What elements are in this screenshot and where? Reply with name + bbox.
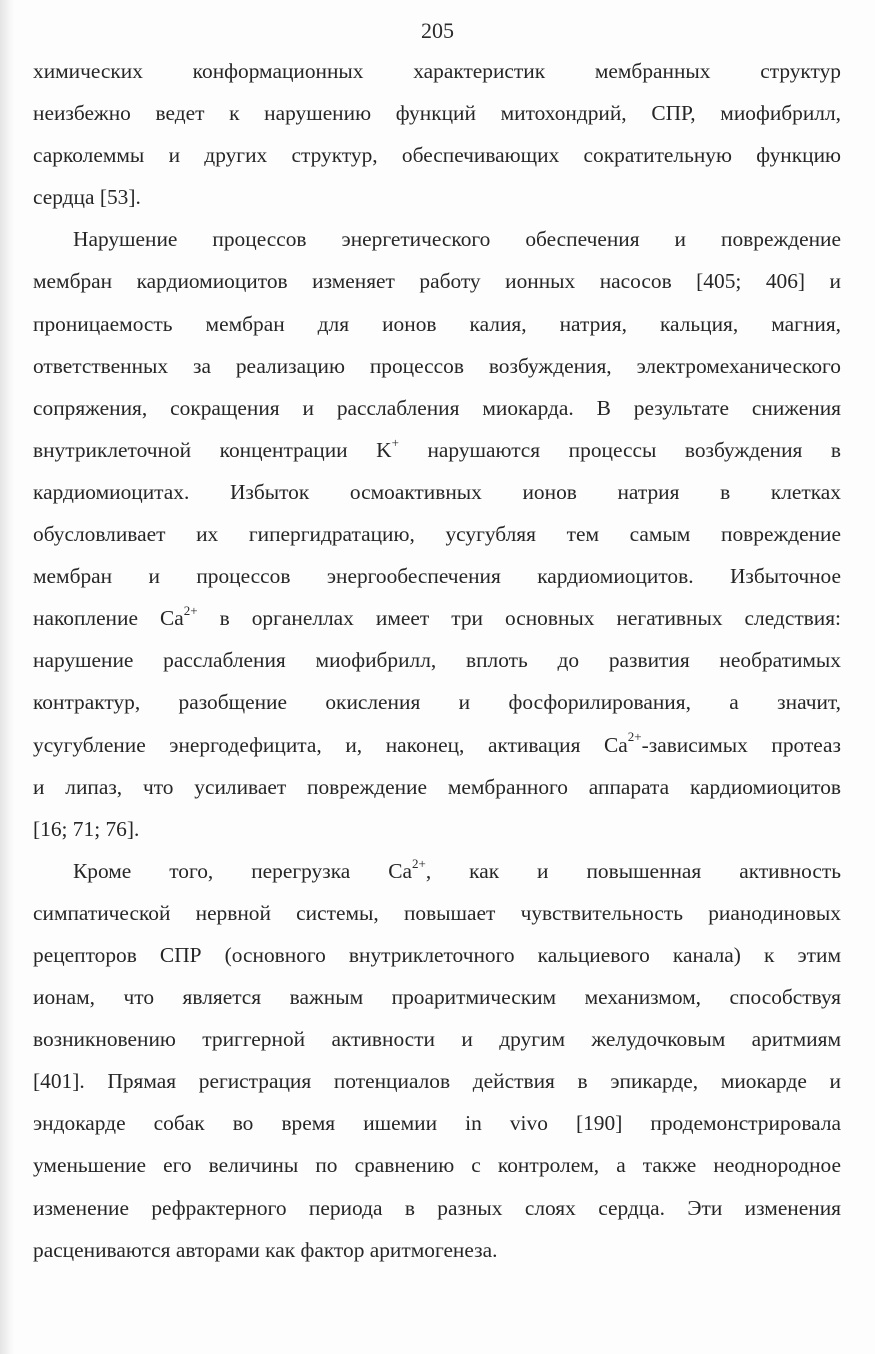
paragraph-3-line-1-text-a: Кроме того, перегрузка Ca [73, 858, 412, 883]
paragraph-3-line-6: [401]. Прямая регистрация потенциалов действия в эпикарде, миокарде и [33, 1069, 841, 1094]
paragraph-2-line-15: [16; 71; 76]. [33, 816, 140, 841]
paragraph-2-line-3: проницаемость мембран для ионов калия, натрия, кальция, магния, [33, 311, 841, 336]
paragraph-3-line-9: изменение рефрактерного периода в разных слоях сердца. Эти изменения [33, 1195, 841, 1220]
paragraph-3-line-10: расцениваются авторами как фактор аритмогенеза. [33, 1237, 498, 1262]
paragraph-3-line-5: возникновению триггерной активности и другим желудочковым аритмиям [33, 1027, 841, 1052]
paragraph-2-line-10 [33, 597, 841, 639]
calcium-superscript: 2+ [183, 603, 198, 619]
potassium-superscript: + [391, 434, 399, 450]
paragraph-1-line-3: сарколеммы и других структур, обеспечивающих сократительную функцию [33, 143, 841, 168]
paragraph-3-line-8: уменьшение его величины по сравнению с контролем, а также неоднородное [33, 1153, 841, 1178]
paragraph-2-line-13-text-a: усугубление энергодефицита, и, наконец, активация Ca [33, 732, 628, 757]
paragraph-1-line-2: неизбежно ведет к нарушению функций митохондрий, СПР, миофибрилл, [33, 101, 841, 126]
paragraph-2-line-5: сопряжения, сокращения и расслабления миокарда. В результате снижения [33, 395, 841, 420]
paragraph-2-line-14: и липаз, что усиливает повреждение мембранного аппарата кардиомиоцитов [33, 774, 841, 799]
paragraph-2-line-13 [33, 724, 841, 766]
paragraph-2-line-10-text-b: в органеллах имеет три основных негативных следствия: [197, 606, 841, 631]
paragraph-2-line-7: кардиомиоцитах. Избыток осмоактивных ионов натрия в клетках [33, 479, 841, 504]
paragraph-1-line-4: сердца [53]. [33, 185, 141, 210]
paragraph-3-line-2: симпатической нервной системы, повышает чувствительность рианодиновых [33, 900, 841, 925]
paragraph-2-line-4: ответственных за реализацию процессов возбуждения, электромеханического [33, 353, 841, 378]
paragraph-3-line-3: рецепторов СПР (основного внутриклеточного кальциевого канала) к этим [33, 942, 841, 967]
paragraph-2-line-12: контрактур, разобщение окисления и фосфорилирования, а значит, [33, 690, 841, 715]
scan-edge-shadow [0, 0, 14, 1354]
calcium-superscript: 2+ [627, 729, 642, 745]
paragraph-2-line-6 [33, 429, 841, 471]
calcium-superscript: 2+ [411, 855, 426, 871]
paragraph-2-line-13-text-b: -зависимых протеаз [641, 732, 841, 757]
paragraph-3-line-7: эндокарде собак во время ишемии in vivo [190] продемонстрировала [33, 1111, 841, 1136]
paragraph-2-line-10-text-a: накопление Ca [33, 606, 184, 631]
paragraph-2-line-2: мембран кардиомиоцитов изменяет работу ионных насосов [405; 406] и [33, 269, 841, 294]
paragraph-2-line-9: мембран и процессов энергообеспечения кардиомиоцитов. Избыточное [33, 564, 841, 589]
paragraph-2-line-1: Нарушение процессов энергетического обеспечения и повреждение [73, 227, 841, 252]
page-number: 205 [421, 18, 454, 43]
body-text [33, 50, 841, 1271]
paragraph-2-line-6-text-b: нарушаются процессы возбуждения в [398, 437, 841, 462]
paragraph-2-line-6-text-a: внутриклеточной концентрации K [33, 437, 392, 462]
paragraph-1-line-1: химических конформационных характеристик мембранных структур [33, 59, 841, 83]
paragraph-3-line-4: ионам, что является важным проаритмическим механизмом, способствуя [33, 985, 841, 1010]
paragraph-2-line-11: нарушение расслабления миофибрилл, вплоть до развития необратимых [33, 648, 841, 673]
paragraph-2-line-8: обусловливает их гипергидратацию, усугубляя тем самым повреждение [33, 522, 841, 547]
paragraph-3-line-1-text-b: , как и повышенная активность [425, 858, 841, 883]
paragraph-3-line-1 [33, 850, 841, 892]
